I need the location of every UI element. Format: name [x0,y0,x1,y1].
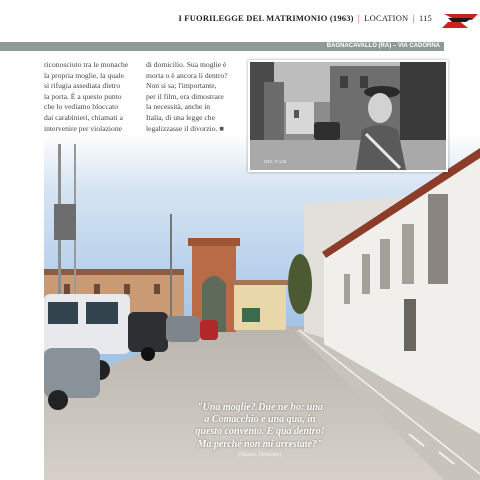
quote-text: "Una moglie? Due ne ho: una a Comacchio e una qua, in questo convento. È qua dentro! Ma perché non mi arrestate?" [195,402,325,450]
page-number: 115 [418,13,432,23]
end-mark: ■ [219,123,224,133]
quote-speaker: (Sasso, Ombello) [238,452,282,458]
section-name: LOCATION [364,13,409,23]
film-still-caption: NEL FILM [264,159,287,164]
article-column-2 [146,60,242,134]
column-2-body: di domicilio. Sua moglie è morta o è ancora li dentro? Non si sa; l'importante, per il film, era dimostrare la necessità, anche in Italia, di una legge che legalizzasse il divorzio. [146,60,228,133]
running-title [178,13,432,23]
film-title: I FUORILEGGE DEL MATRIMONIO (1963) [178,13,354,23]
pull-quote [170,402,350,451]
location-strip [0,42,444,51]
film-still-photo [248,60,448,172]
magazine-logo-icon [438,10,480,32]
page-header [0,10,480,32]
page-separator: | [412,13,415,23]
column-2-text [146,60,242,134]
location-label: BAGNACAVALLO (RA) – VIA CADORNA [326,43,440,49]
title-separator: | [358,13,360,23]
column-1-text: riconosciuto tra le monache la propria moglie, la quale si rifugia assediata dietro la porta. È a questo punto che lo vediamo bloccato dai carabinieri, chiamati a intervenire per violazione [44,60,129,133]
article-column-1 [44,60,140,134]
